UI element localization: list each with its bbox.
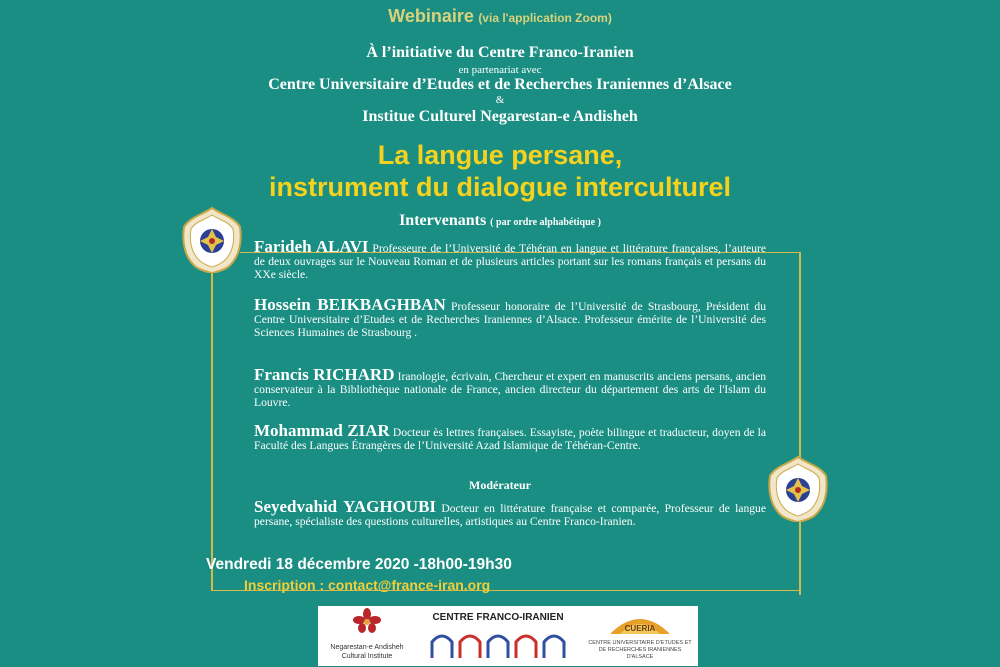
intervenants-heading (0, 212, 1000, 230)
intervenants-label: Intervenants (399, 212, 487, 229)
speaker-name: Mohammad ZIAR (254, 421, 390, 440)
webinaire-label: Webinaire (388, 6, 474, 26)
speaker-name: Hossein BEIKBAGHBAN (254, 295, 446, 314)
moderator-bio: Docteur en littérature française et comparée, Professeur de langue persane, spécialiste des questions culturelles, artistiques au Centre Franco-Iranien. (254, 502, 766, 528)
speaker-bio: Docteur ès lettres françaises. Essayiste, poète bilingue et traducteur, doyen de la Faculté des Langues Étrangères de l’Université Azad Islamique de Téhéran-Centre. (254, 426, 766, 452)
webinaire-via: (via l'application Zoom) (478, 11, 612, 25)
intervenants-note: ( par ordre alphabétique ) (490, 217, 601, 228)
speaker-ziar (254, 421, 766, 452)
arches-icon (428, 630, 568, 660)
organizer-line: À l’initiative du Centre Franco-Iranien (366, 44, 634, 61)
cueria-full-name: CENTRE UNIVERSITAIRE D'ETUDES ET DE RECHERCHES IRANIENNES D'ALSACE (588, 640, 692, 660)
partner-org-1: Centre Universitaire d’Etudes et de Recherches Iraniennes d’Alsace (268, 76, 732, 93)
frame-line-right-vertical (799, 252, 801, 462)
negarestan-subtitle: Cultural Institute (341, 653, 393, 660)
speaker-name: Farideh ALAVI (254, 237, 369, 256)
negarestan-name: Negarestan-e Andisheh (330, 644, 404, 651)
partner-label: en partenariat avec (458, 64, 542, 76)
speaker-bio: Professeur honoraire de l’Université de Strasbourg, Président du Centre Universitaire d’Etudes et de Recherches Iraniennes d’Alsace. Professeur émérite de l’Université des Sciences Humaines de Strasbourg . (254, 300, 766, 339)
moderateur-heading: Modérateur (469, 478, 531, 492)
webinaire-heading (0, 6, 1000, 27)
cueria-name: CUERIA (624, 624, 656, 633)
event-date: Vendredi 18 décembre 2020 -18h00-19h30 (206, 556, 512, 573)
cfi-logo-text: CENTRE FRANCO-IRANIEN (432, 612, 564, 623)
logo-centre-franco-iranien (418, 608, 578, 664)
negarestan-flower-icon (352, 608, 382, 634)
ampersand: & (495, 94, 505, 106)
speaker-alavi (254, 237, 767, 281)
partner-logos-strip (318, 606, 698, 666)
moderator-yaghoubi (254, 497, 766, 528)
speaker-name: Francis RICHARD (254, 365, 395, 384)
moderator-name: Seyedvahid YAGHOUBI (254, 497, 437, 516)
partner-org-2: Institue Culturel Negarestan-e Andisheh (362, 108, 638, 125)
logo-cueria (586, 608, 694, 664)
frame-line-right-lower (799, 515, 801, 595)
title-line-2: instrument du dialogue interculturel (268, 172, 732, 202)
logo-negarestan (322, 608, 412, 664)
speaker-bio: Professeure de l’Université de Téhéran en langue et littérature françaises, l’auteure de deux ouvrages sur le Nouveau Roman et de plusieurs articles portant sur les romans français et persans du XXe siècle. (254, 242, 767, 281)
speaker-bio: Iranologie, écrivain, Chercheur et expert en manuscrits anciens persans, ancien conservateur à la Bibliothèque nationale de France, ancien directeur du département des arts de l'Islam du Louvre. (254, 370, 767, 409)
frame-line-left-vertical (211, 270, 213, 590)
speaker-richard (254, 365, 767, 409)
inscription-contact[interactable]: Inscription : contact@france-iran.org (244, 577, 491, 593)
ornament-medallion-left-icon (182, 207, 242, 273)
cueria-emblem-icon (606, 608, 674, 638)
speaker-beikbaghban (254, 295, 766, 339)
title-line-1: La langue persane, (377, 140, 623, 170)
